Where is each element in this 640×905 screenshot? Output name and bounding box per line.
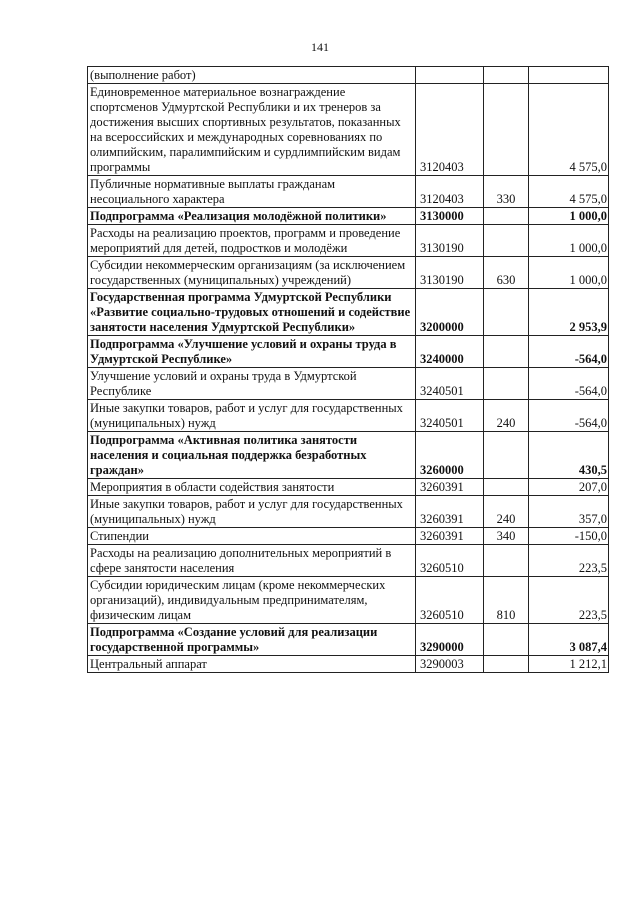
table-row: [88, 577, 609, 624]
row-sum-cell: -564,0: [529, 400, 609, 432]
table-row: [88, 257, 609, 289]
row-name-cell: Улучшение условий и охраны труда в Удмуртской Республике: [88, 368, 416, 400]
row-vr-cell: [484, 336, 529, 368]
row-sum-cell: 223,5: [529, 545, 609, 577]
row-sum-cell: 207,0: [529, 479, 609, 496]
table-row: [88, 432, 609, 479]
row-sum-cell: -150,0: [529, 528, 609, 545]
row-sum-cell: 1 000,0: [529, 257, 609, 289]
table-row: [88, 368, 609, 400]
row-vr-cell: [484, 368, 529, 400]
row-vr-cell: [484, 84, 529, 176]
row-code-cell: 3260000: [416, 432, 484, 479]
row-vr-cell: [484, 656, 529, 673]
table-row: [88, 479, 609, 496]
row-vr-cell: [484, 67, 529, 84]
row-sum-cell: 430,5: [529, 432, 609, 479]
table-row: [88, 84, 609, 176]
table-row: [88, 528, 609, 545]
row-vr-cell: 810: [484, 577, 529, 624]
row-code-cell: 3260510: [416, 577, 484, 624]
table-body: [88, 67, 609, 673]
row-name-cell: Иные закупки товаров, работ и услуг для государственных (муниципальных) нужд: [88, 400, 416, 432]
table-row: [88, 225, 609, 257]
table-row: [88, 67, 609, 84]
row-sum-cell: [529, 67, 609, 84]
row-code-cell: 3120403: [416, 176, 484, 208]
row-sum-cell: 223,5: [529, 577, 609, 624]
row-sum-cell: 1 000,0: [529, 208, 609, 225]
row-sum-cell: 4 575,0: [529, 176, 609, 208]
row-name-cell: Центральный аппарат: [88, 656, 416, 673]
row-name-cell: Подпрограмма «Реализация молодёжной политики»: [88, 208, 416, 225]
row-code-cell: 3290003: [416, 656, 484, 673]
row-vr-cell: [484, 479, 529, 496]
row-name-cell: Иные закупки товаров, работ и услуг для государственных (муниципальных) нужд: [88, 496, 416, 528]
table-row: [88, 208, 609, 225]
row-code-cell: 3260391: [416, 479, 484, 496]
table-row: [88, 176, 609, 208]
row-sum-cell: 357,0: [529, 496, 609, 528]
row-code-cell: 3130000: [416, 208, 484, 225]
row-name-cell: Субсидии юридическим лицам (кроме некоммерческих организаций), индивидуальным предпринимателям, физическим лицам: [88, 577, 416, 624]
row-name-cell: Публичные нормативные выплаты гражданам несоциального характера: [88, 176, 416, 208]
row-vr-cell: [484, 289, 529, 336]
row-sum-cell: 1 212,1: [529, 656, 609, 673]
row-vr-cell: [484, 545, 529, 577]
table-row: [88, 289, 609, 336]
row-sum-cell: -564,0: [529, 368, 609, 400]
row-code-cell: 3260391: [416, 496, 484, 528]
row-code-cell: [416, 67, 484, 84]
table-row: [88, 624, 609, 656]
row-code-cell: 3130190: [416, 225, 484, 257]
row-code-cell: 3240501: [416, 400, 484, 432]
row-name-cell: Подпрограмма «Создание условий для реализации государственной программы»: [88, 624, 416, 656]
row-vr-cell: 240: [484, 496, 529, 528]
row-code-cell: 3120403: [416, 84, 484, 176]
row-sum-cell: 2 953,9: [529, 289, 609, 336]
row-vr-cell: [484, 432, 529, 479]
row-name-cell: Расходы на реализацию проектов, программ и проведение мероприятий для детей, подростков и молодёжи: [88, 225, 416, 257]
row-code-cell: 3260510: [416, 545, 484, 577]
row-vr-cell: 330: [484, 176, 529, 208]
table-row: [88, 400, 609, 432]
row-name-cell: Единовременное материальное вознаграждение спортсменов Удмуртской Республики и их тренеров за достижения высших спортивных результатов, показанных на всероссийских и международных соревнованиях по олимпийским, паралимпийским и сурдлимпийским видам программы: [88, 84, 416, 176]
table-row: [88, 656, 609, 673]
row-vr-cell: [484, 624, 529, 656]
row-code-cell: 3200000: [416, 289, 484, 336]
row-name-cell: Стипендии: [88, 528, 416, 545]
row-vr-cell: 630: [484, 257, 529, 289]
row-vr-cell: [484, 225, 529, 257]
table-row: [88, 496, 609, 528]
row-code-cell: 3130190: [416, 257, 484, 289]
table-row: [88, 336, 609, 368]
row-sum-cell: 3 087,4: [529, 624, 609, 656]
page-number: 141: [311, 40, 329, 54]
row-sum-cell: 1 000,0: [529, 225, 609, 257]
table-row: [88, 545, 609, 577]
row-name-cell: Расходы на реализацию дополнительных мероприятий в сфере занятости населения: [88, 545, 416, 577]
row-name-cell: Подпрограмма «Улучшение условий и охраны труда в Удмуртской Республике»: [88, 336, 416, 368]
row-code-cell: 3260391: [416, 528, 484, 545]
row-name-cell: (выполнение работ): [88, 67, 416, 84]
row-code-cell: 3290000: [416, 624, 484, 656]
row-sum-cell: -564,0: [529, 336, 609, 368]
row-name-cell: Государственная программа Удмуртской Республики «Развитие социально-трудовых отношений и содействие занятости населения Удмуртской Республики»: [88, 289, 416, 336]
row-vr-cell: 240: [484, 400, 529, 432]
row-name-cell: Подпрограмма «Активная политика занятости населения и социальная поддержка безработных граждан»: [88, 432, 416, 479]
row-vr-cell: [484, 208, 529, 225]
row-name-cell: Субсидии некоммерческим организациям (за исключением государственных (муниципальных) учреждений): [88, 257, 416, 289]
budget-table: [87, 66, 609, 673]
row-code-cell: 3240501: [416, 368, 484, 400]
row-sum-cell: 4 575,0: [529, 84, 609, 176]
row-name-cell: Мероприятия в области содействия занятости: [88, 479, 416, 496]
row-vr-cell: 340: [484, 528, 529, 545]
row-code-cell: 3240000: [416, 336, 484, 368]
